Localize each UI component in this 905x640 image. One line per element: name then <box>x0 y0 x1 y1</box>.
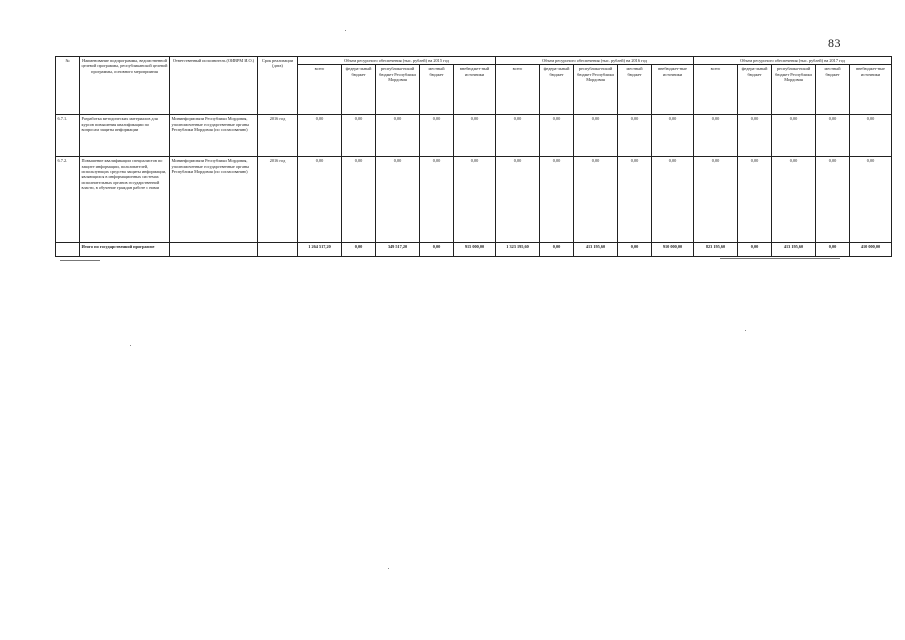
header-2015-extrabudget: внебюджет-ный источники <box>454 65 496 115</box>
row-number: 6.7.2. <box>56 157 80 243</box>
scan-artifact-dot <box>130 345 131 346</box>
header-2016-total: всего <box>496 65 540 115</box>
total-value: 1 264 517,20 <box>298 243 342 257</box>
header-2015-total: всего <box>298 65 342 115</box>
header-name: Наименование подпрограммы, ведомственной целевой программы, республиканской целевой программы, основного мероприятия <box>80 57 170 115</box>
total-value: 1 323 195,60 <box>496 243 540 257</box>
row-responsible: Мининформсвязи Республики Мордовия, уполномоченные государственные органы Республики Мордовия (по согласованию) <box>170 157 258 243</box>
cell-value: 0,00 <box>420 157 454 243</box>
total-responsible <box>170 243 258 257</box>
cell-value: 0,00 <box>772 115 816 157</box>
total-value: 0,00 <box>618 243 652 257</box>
cell-value: 0,00 <box>376 115 420 157</box>
cell-value: 0,00 <box>540 115 574 157</box>
total-value: 0,00 <box>420 243 454 257</box>
total-value: 413 195,60 <box>574 243 618 257</box>
cell-value: 0,00 <box>376 157 420 243</box>
header-row-groups <box>56 57 892 65</box>
total-value: 0,00 <box>816 243 850 257</box>
header-2015-local: местный бюджет <box>420 65 454 115</box>
page-number: 83 <box>828 36 841 50</box>
cell-value: 0,00 <box>574 115 618 157</box>
header-2016-extrabudget: внебюджет-ные источники <box>652 65 694 115</box>
row-responsible: Мининформсвязи Республики Мордовия, уполномоченные государственные органы Республики Мордовия (по согласованию) <box>170 115 258 157</box>
cell-value: 0,00 <box>816 115 850 157</box>
cell-value: 0,00 <box>454 157 496 243</box>
cell-value: 0,00 <box>618 115 652 157</box>
row-number: 6.7.1. <box>56 115 80 157</box>
header-group-2016: Объем ресурсного обеспечения (тыс. рублей) на 2016 год <box>496 57 694 65</box>
row-name: Разработка методических материалов для курсов повышения квалификации по вопросам защиты информации <box>80 115 170 157</box>
header-2016-federal: федера-льный бюджет <box>540 65 574 115</box>
header-deadline: Срок реализации (дата) <box>258 57 298 115</box>
cell-value: 0,00 <box>342 115 376 157</box>
cell-value: 0,00 <box>652 157 694 243</box>
cell-value: 0,00 <box>694 115 738 157</box>
header-2017-federal: федера-льный бюджет <box>738 65 772 115</box>
scan-artifact-line <box>60 260 100 261</box>
cell-value: 0,00 <box>816 157 850 243</box>
total-row <box>56 243 892 257</box>
header-2015-republic: республика-нский бюджет Республики Мордовия <box>376 65 420 115</box>
header-2017-total: всего <box>694 65 738 115</box>
header-group-2015: Объем ресурсного обеспечения (тыс. рублей) на 2015 год <box>298 57 496 65</box>
scan-artifact-dot <box>388 568 389 569</box>
cell-value: 0,00 <box>618 157 652 243</box>
scan-artifact-dot <box>745 330 746 331</box>
total-value: 0,00 <box>342 243 376 257</box>
header-2017-republic: республика-нский бюджет Республики Мордовия <box>772 65 816 115</box>
total-value: 823 195,60 <box>694 243 738 257</box>
total-value: 410 000,00 <box>850 243 892 257</box>
cell-value: 0,00 <box>694 157 738 243</box>
cell-value: 0,00 <box>738 115 772 157</box>
cell-value: 0,00 <box>850 115 892 157</box>
budget-table <box>55 56 892 257</box>
scan-artifact-line <box>720 258 840 259</box>
header-responsible: Ответственный исполнитель (ОИВРМ И.О.) <box>170 57 258 115</box>
total-label: Итого по государственной программе <box>80 243 170 257</box>
header-2017-extrabudget: внебюджет-ные источники <box>850 65 892 115</box>
cell-value: 0,00 <box>850 157 892 243</box>
cell-value: 0,00 <box>738 157 772 243</box>
row-name: Повышение квалификации специалистов по защите информации, пользователей, использующих средства защиты информации, являющихся в информационных системах исполнительных органов государственной власти, в обучение граждан работе с ними <box>80 157 170 243</box>
total-value: 0,00 <box>540 243 574 257</box>
cell-value: 0,00 <box>496 157 540 243</box>
cell-value: 0,00 <box>496 115 540 157</box>
table-row <box>56 157 892 243</box>
cell-value: 0,00 <box>574 157 618 243</box>
cell-value: 0,00 <box>540 157 574 243</box>
header-2017-local: местный бюджет <box>816 65 850 115</box>
total-value: 910 000,00 <box>652 243 694 257</box>
header-group-2017: Объем ресурсного обеспечения (тыс. рублей) на 2017 год <box>694 57 892 65</box>
table-row <box>56 115 892 157</box>
cell-value: 0,00 <box>652 115 694 157</box>
cell-value: 0,00 <box>298 157 342 243</box>
cell-value: 0,00 <box>772 157 816 243</box>
total-value: 915 000,00 <box>454 243 496 257</box>
cell-value: 0,00 <box>298 115 342 157</box>
cell-value: 0,00 <box>420 115 454 157</box>
total-value: 413 195,60 <box>772 243 816 257</box>
cell-value: 0,00 <box>454 115 496 157</box>
header-2015-federal: федера-льный бюджет <box>342 65 376 115</box>
header-2016-republic: республика-нский бюджет Республики Мордовия <box>574 65 618 115</box>
cell-value: 0,00 <box>342 157 376 243</box>
total-value: 349 517,20 <box>376 243 420 257</box>
total-deadline <box>258 243 298 257</box>
total-number <box>56 243 80 257</box>
row-deadline: 2016 год <box>258 157 298 243</box>
row-deadline: 2016 год <box>258 115 298 157</box>
header-no: № <box>56 57 80 115</box>
scan-artifact-dot <box>345 30 346 31</box>
total-value: 0,00 <box>738 243 772 257</box>
header-2016-local: местный бюджет <box>618 65 652 115</box>
